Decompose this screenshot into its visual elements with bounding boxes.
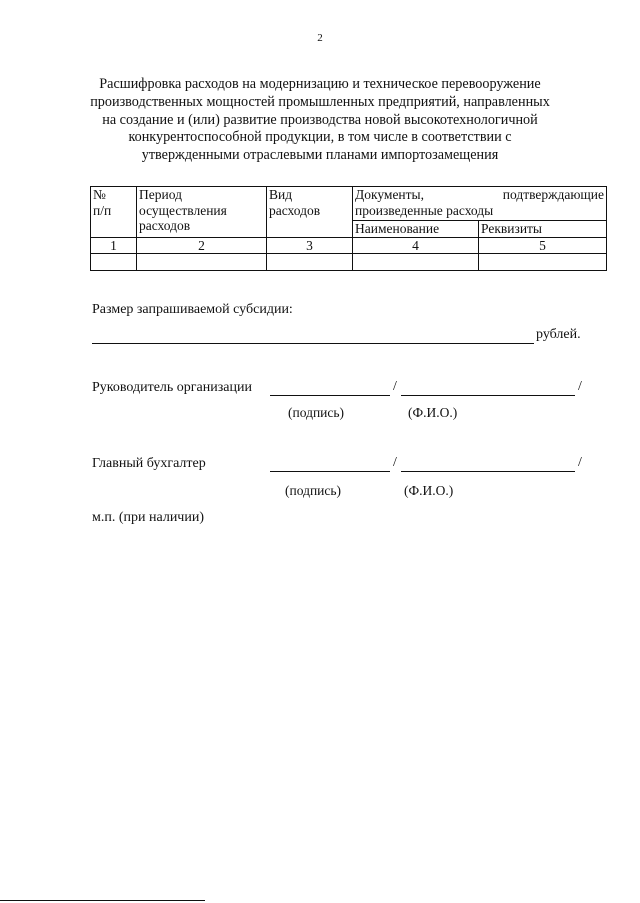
title-line: на создание и (или) развитие производства новой высокотехнологичной (102, 111, 538, 128)
header-supporting-documents: Документы, подтверждающие произведенные расходы (353, 187, 607, 221)
subsidy-label: Размер запрашиваемой субсидии: (92, 302, 293, 317)
accountant-name-field[interactable] (401, 471, 575, 472)
stamp-note: м.п. (при наличии) (92, 510, 204, 525)
director-slash-end: / (578, 379, 582, 394)
accountant-name-caption: (Ф.И.О.) (404, 483, 454, 498)
accountant-slash: / (393, 455, 397, 470)
column-number-cell: 5 (479, 237, 607, 254)
column-number-cell: 4 (353, 237, 479, 254)
subheader-name: Наименование (353, 221, 479, 238)
column-number-cell: 2 (137, 237, 267, 254)
subsidy-currency: рублей. (536, 327, 581, 342)
table-cell[interactable] (137, 254, 267, 271)
column-number-cell: 3 (267, 237, 353, 254)
expenses-table (90, 186, 607, 271)
header-number: № п/п (91, 187, 137, 238)
column-number-cell: 1 (91, 237, 137, 254)
accountant-signature-field[interactable] (270, 471, 390, 472)
header-expense-type: Вид расходов (267, 187, 353, 238)
subsidy-amount-field[interactable] (92, 343, 534, 344)
accountant-label: Главный бухгалтер (92, 456, 206, 471)
table-cell[interactable] (353, 254, 479, 271)
director-signature-field[interactable] (270, 395, 390, 396)
document-title (60, 76, 580, 165)
header-period: Период осуществления расходов (137, 187, 267, 238)
director-name-caption: (Ф.И.О.) (408, 405, 458, 420)
title-line: конкурентоспособной продукции, в том числе в соответствии с (128, 129, 512, 146)
footnote-divider (0, 900, 205, 901)
table-cell[interactable] (479, 254, 607, 271)
director-signature-caption: (подпись) (288, 405, 345, 420)
title-line: утвержденными отраслевыми планами импортозамещения (141, 147, 499, 164)
title-line: производственных мощностей промышленных предприятий, направленных (90, 93, 550, 110)
numbering-row (91, 237, 607, 254)
table-cell[interactable] (267, 254, 353, 271)
accountant-signature-caption: (подпись) (285, 483, 342, 498)
title-line: Расшифровка расходов на модернизацию и техническое перевооружение (99, 76, 541, 92)
subheader-requisites: Реквизиты (479, 221, 607, 238)
empty-data-row (91, 254, 607, 271)
director-name-field[interactable] (401, 395, 575, 396)
director-slash: / (393, 379, 397, 394)
accountant-slash-end: / (578, 455, 582, 470)
page-number: 2 (317, 32, 323, 44)
table-cell[interactable] (91, 254, 137, 271)
director-label: Руководитель организации (92, 380, 252, 395)
